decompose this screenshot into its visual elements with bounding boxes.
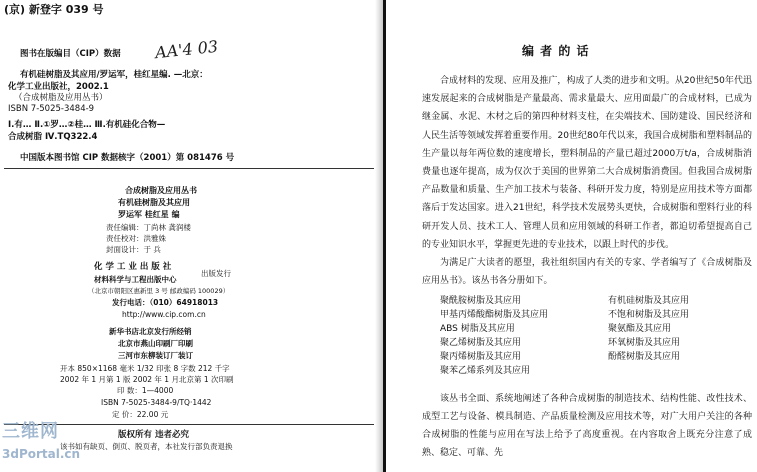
book-gutter-shadow <box>375 0 383 472</box>
list-item: 有机硅树脂及其应用 <box>608 296 690 306</box>
preface-paragraph-3: 该丛书全面、系统地阐述了各种合成树脂的制造技术、结构性能、改性技术、成型工艺与设备、模具制造、产品质量检测及应用技术等，对广大用户关注的各种合成树脂的性能与应用在写法上给予了高度重视。在内容取舍上既充分注意了成熟、稳定、可靠、先 <box>422 394 752 458</box>
edition-info: 2002 年 1 月第 1 版 2002 年 1 月北京第 1 次印刷 <box>60 375 234 384</box>
list-item: 环氧树脂及其应用 <box>608 338 681 348</box>
return-notice: 该书如有缺页、倒页、脱页者，本社发行部负责退换 <box>60 442 233 451</box>
book-specs: 开本 850×1168 毫米 1/32 印张 8 字数 212 千字 <box>60 364 230 373</box>
publisher-center: 材料科学与工程出版中心 <box>94 275 177 284</box>
responsible-editor: 责任编辑：丁尚林 龚润楼 <box>106 223 191 232</box>
publisher-name: 化 学 工 业 出 版 社 <box>94 262 172 272</box>
series-book-list <box>440 294 740 378</box>
watermark-logo: 三维网 <box>2 421 59 442</box>
preface-closing <box>422 390 752 462</box>
book-title: 有机硅树脂及其应用 <box>118 198 190 207</box>
watermark-url: 3dPortal.cn <box>2 447 81 461</box>
preface-paragraph-2: 为满足广大读者的愿望，我社组织国内有关的专家、学者编写了《合成树脂及应用丛书》。该丛书各分册如下。 <box>422 258 752 287</box>
binder: 三河市东柳装订厂装订 <box>118 351 193 360</box>
publisher-address: （北京市朝阳区惠新里 3 号 邮政编码 100029） <box>88 287 230 295</box>
list-item: 聚苯乙烯系列及其应用 <box>440 366 531 376</box>
divider <box>4 424 374 425</box>
list-item: 酚醛树脂及其应用 <box>608 352 681 362</box>
publisher-role: 出版发行 <box>201 269 231 278</box>
distributor: 新华书店北京发行所经销 <box>109 327 192 336</box>
responsible-proofreader: 责任校对：洪雅姝 <box>106 234 166 243</box>
website[interactable]: http://www.cip.com.cn <box>122 310 206 319</box>
list-item: ABS 树脂及其应用 <box>440 324 515 334</box>
list-item: 聚酰胺树脂及其应用 <box>440 296 522 306</box>
cip-line-2: 化学工业出版社，2002.1 <box>8 82 109 92</box>
list-item: 不饱和树脂及其应用 <box>608 310 690 320</box>
preface-paragraph-1: 合成材料的发现、应用及推广，构成了人类的进步和文明。从20世纪50年代迅速发展起来的合成树脂是产量最高、需求量最大、应用面最广的合成材料，已成为继金属、水泥、木材之后的第四种材料支柱，在尖端技术、国防建设、国民经济和人民生活等领域发挥着重要作用。20世纪80年代以来，我国合成树脂和塑料制品的生产量以每年两位数的速度增长，塑料制品的产量已超过2000万t/a，合成树脂消费量也逐年提高，成为仅次于美国的世界第二大合成树脂消费国。但我国合成树脂产品数量和质量、生产加工技术与装备、科研开发力度，特别是应用技术等方面都落后于发达国家。进入21世纪，科学技术发展势头更快，合成树脂和塑料行业的科研开发人员、技术工人、管理人员和应用领域的科研工作者，都迫切希望提高自己的专业知识水平，掌握更先进的专业技术，以跟上时代的步伐。 <box>422 76 752 250</box>
preface-body <box>422 72 752 290</box>
authors: 罗运军 桂红星 编 <box>118 210 180 219</box>
series-name: 合成树脂及应用丛书 <box>125 186 197 195</box>
copyright-notice: 版权所有 违者必究 <box>118 430 189 440</box>
isbn-classification: ISBN 7-5025-3484-9/TQ·1442 <box>101 398 212 407</box>
cip-line-1: 有机硅树脂及其应用/罗运军，桂红星编. —北京： <box>20 70 208 80</box>
cip-line-3: （合成树脂及应用丛书） <box>14 93 108 103</box>
cip-number: 中国版本图书馆 CIP 数据核字（2001）第 081476 号 <box>20 153 235 163</box>
list-item: 聚氨酯及其应用 <box>608 324 672 334</box>
preface-heading: 编 者 的 话 <box>522 44 590 58</box>
classification-line-1: Ⅰ.有… Ⅱ.①罗…②桂… Ⅲ.有机硅化合物— <box>8 120 166 130</box>
handwritten-note: AA'4 03 <box>154 36 219 63</box>
divider <box>4 168 374 169</box>
registration-header: (京) 新登字 039 号 <box>4 3 104 16</box>
price: 定 价：22.00 元 <box>112 410 169 419</box>
cip-title: 图书在版编目（CIP）数据 <box>20 49 121 59</box>
classification-line-2: 合成树脂 Ⅳ.TQ322.4 <box>8 132 98 142</box>
list-item: 聚乙烯树脂及其应用 <box>440 338 522 348</box>
isbn-line: ISBN 7-5025-3484-9 <box>8 104 95 114</box>
printer: 北京市燕山印刷厂印刷 <box>118 339 193 348</box>
print-run: 印 数：1—4000 <box>117 386 174 395</box>
list-item: 聚丙烯树脂及其应用 <box>440 352 522 362</box>
list-item: 甲基丙烯酸酯树脂及其应用 <box>440 310 549 320</box>
list-item <box>608 364 748 378</box>
sales-phone: 发行电话：（010）64918013 <box>112 298 219 307</box>
cover-designer: 封面设计：于 兵 <box>106 245 161 254</box>
